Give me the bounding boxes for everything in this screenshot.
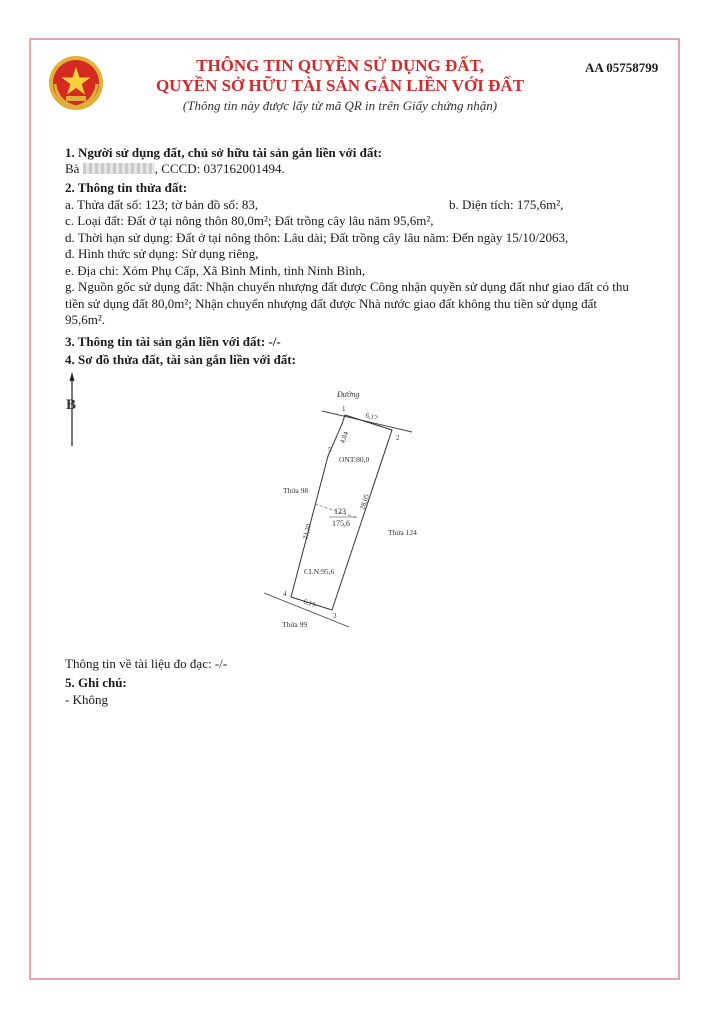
parcel-area-line: b. Diện tích: 175,6m², xyxy=(449,197,564,212)
north-label: B xyxy=(66,397,77,413)
parcel-number-line: a. Thửa đất số: 123; tờ bản đồ số: 83, xyxy=(65,197,259,212)
origin-line-3: 95,6m². xyxy=(65,312,106,327)
address-line: e. Địa chỉ: Xóm Phụ Cấp, Xã Bình Minh, tỉnh Ninh Bình, xyxy=(65,263,366,278)
road-label: Đường xyxy=(337,390,360,399)
usage-term-line: d. Thời hạn sử dụng: Đất ở tại nông thôn: Lâu dài; Đất trồng cây lâu năm: Đến ngày 15/10/2063, xyxy=(65,230,569,245)
zone-ont-label: ONT:80,0 xyxy=(339,455,370,464)
left-length: 23,20 xyxy=(301,523,313,541)
corner-2: 2 xyxy=(396,434,400,442)
neighbor-bottom: Thửa 99 xyxy=(282,620,308,629)
document-title-line2: QUYỀN SỞ HỮU TÀI SẢN GẮN LIỀN VỚI ĐẤT xyxy=(155,76,525,95)
section4-heading: 4. Sơ đồ thửa đất, tài sản gắn liền với đất: xyxy=(65,352,296,367)
corner-5: 5 xyxy=(328,446,332,454)
corner-1: 1 xyxy=(342,405,346,413)
neighbor-left: Thửa 98 xyxy=(283,486,309,495)
neighbor-right: Thửa 124 xyxy=(388,528,417,537)
document-title-line1: THÔNG TIN QUYỀN SỬ DỤNG ĐẤT, xyxy=(196,56,484,75)
left-top-length: 4,84 xyxy=(338,430,351,445)
bottom-length: 6,19 xyxy=(302,597,317,610)
land-type-line: c. Loại đất: Đất ở tại nông thôn 80,0m²; Đất trồng cây lâu năm 95,6m², xyxy=(65,213,434,228)
notes-content: - Không xyxy=(65,692,108,707)
corner-3: 3 xyxy=(333,612,337,620)
document-subtitle: (Thông tin này được lấy từ mã QR in trên Giấy chứng nhận) xyxy=(182,98,498,113)
right-length: 28,05 xyxy=(358,493,371,511)
serial-number: AA 05758799 xyxy=(585,60,659,75)
corner-4: 4 xyxy=(283,590,287,598)
north-arrow-head xyxy=(70,372,75,381)
usage-form-line: đ. Hình thức sử dụng: Sử dụng riêng, xyxy=(65,246,259,261)
parcel-area: 175,6 xyxy=(332,519,350,528)
owner-prefix: Bà xyxy=(65,161,80,176)
owner-id: , CCCD: 037162001494. xyxy=(154,161,285,176)
top-length: 6,17 xyxy=(364,411,379,423)
section2-heading: 2. Thông tin thửa đất: xyxy=(65,180,188,195)
origin-line-2: tiền sử dụng đất 80,0m²; Nhận chuyển nhượng đất được Nhà nước giao đất không thu tiền sử dụng đất xyxy=(65,296,597,311)
parcel-number: 123 xyxy=(334,507,346,516)
survey-info-line: Thông tin về tài liệu đo đạc: -/- xyxy=(65,656,228,671)
zone-cln-label: CLN:95,6 xyxy=(304,567,335,576)
origin-line-1: g. Nguồn gốc sử dụng đất: Nhận chuyển nhượng đất được Công nhận quyền sử dụng đất như giao đất có thu xyxy=(65,279,629,294)
section1-heading: 1. Người sử dụng đất, chủ sở hữu tài sản gắn liền với đất: xyxy=(65,145,382,160)
section5-heading: 5. Ghi chú: xyxy=(65,675,127,690)
section3-heading: 3. Thông tin tài sản gắn liền với đất: -/- xyxy=(65,334,281,349)
